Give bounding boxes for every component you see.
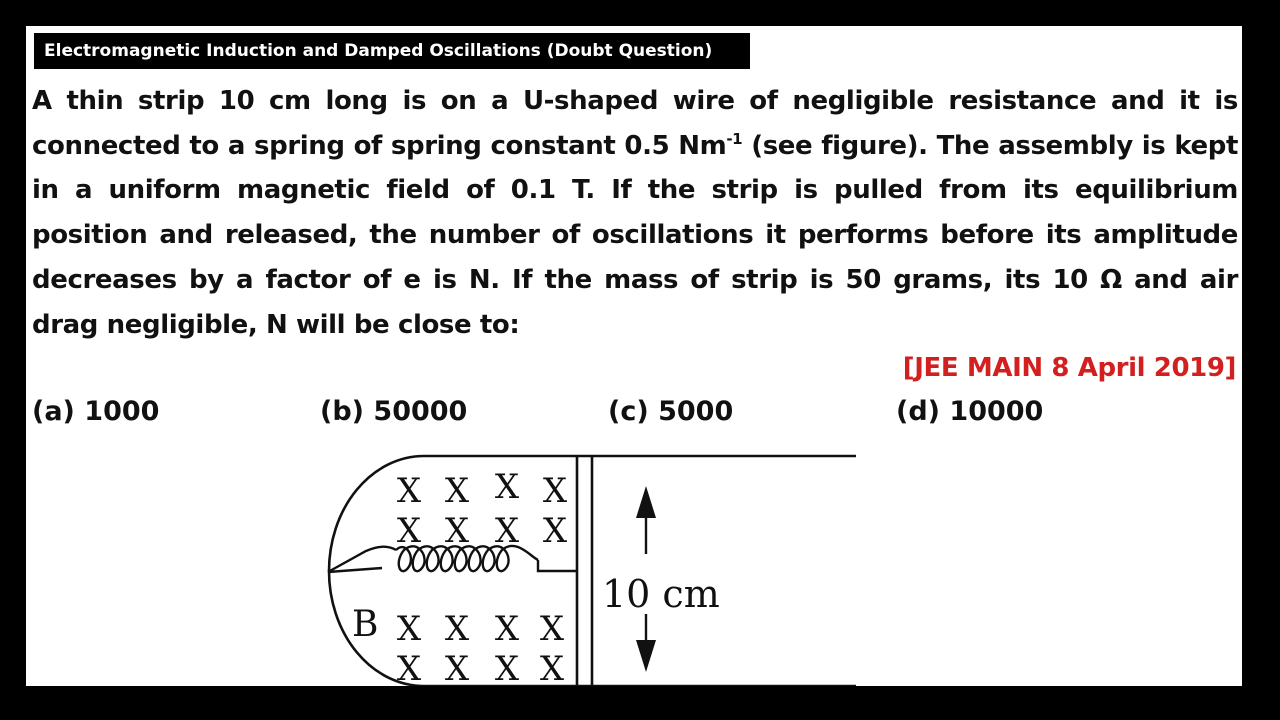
question-text-part1: A thin strip 10 cm long is on a U-shaped wire of negligible resistance and it is connected to a spring of spring constant 0.5 Nm — [32, 86, 1238, 161]
magnetic-field-crosses — [397, 467, 568, 686]
arrow-down-icon — [636, 640, 656, 672]
field-cross: X — [396, 649, 422, 686]
field-cross: X — [542, 471, 568, 511]
option-b[interactable]: (b) 50000 — [320, 396, 468, 427]
arrow-up-icon — [636, 486, 656, 518]
field-cross: X — [444, 511, 470, 551]
length-label: 10 cm — [602, 572, 720, 616]
unit-exponent: -1 — [726, 129, 743, 148]
field-cross: X — [444, 609, 470, 649]
field-cross: X — [542, 511, 568, 551]
question-text-part2: (see figure). The assembly is kept in a uniform magnetic field of 0.1 T. If the strip is pulled from its equilibrium position and released, the number of oscillations it performs before its amplitude decreases by a factor of e is N. If the mass of strip is 50 grams, its 10 Ω and air drag negligible, N will be close to: — [32, 130, 1238, 340]
question-panel — [26, 26, 1242, 686]
field-cross: X — [396, 609, 422, 649]
field-cross: X — [494, 467, 520, 507]
field-cross: X — [396, 511, 422, 551]
exam-source: [JEE MAIN 8 April 2019] — [902, 353, 1236, 383]
field-cross: X — [396, 471, 422, 511]
question-text — [32, 79, 1238, 347]
sliding-strip — [577, 456, 592, 686]
field-cross: X — [444, 649, 470, 686]
field-cross: X — [494, 649, 520, 686]
option-c[interactable]: (c) 5000 — [608, 396, 734, 427]
field-cross: X — [539, 649, 565, 686]
field-cross: X — [494, 511, 520, 551]
circuit-figure — [324, 446, 864, 686]
field-label: B — [352, 604, 379, 645]
field-cross: X — [494, 609, 520, 649]
field-cross: X — [444, 471, 470, 511]
field-cross: X — [539, 609, 565, 649]
option-d[interactable]: (d) 10000 — [896, 396, 1044, 427]
topic-title: Electromagnetic Induction and Damped Oscillations (Doubt Question) — [34, 33, 750, 69]
option-a[interactable]: (a) 1000 — [32, 396, 160, 427]
